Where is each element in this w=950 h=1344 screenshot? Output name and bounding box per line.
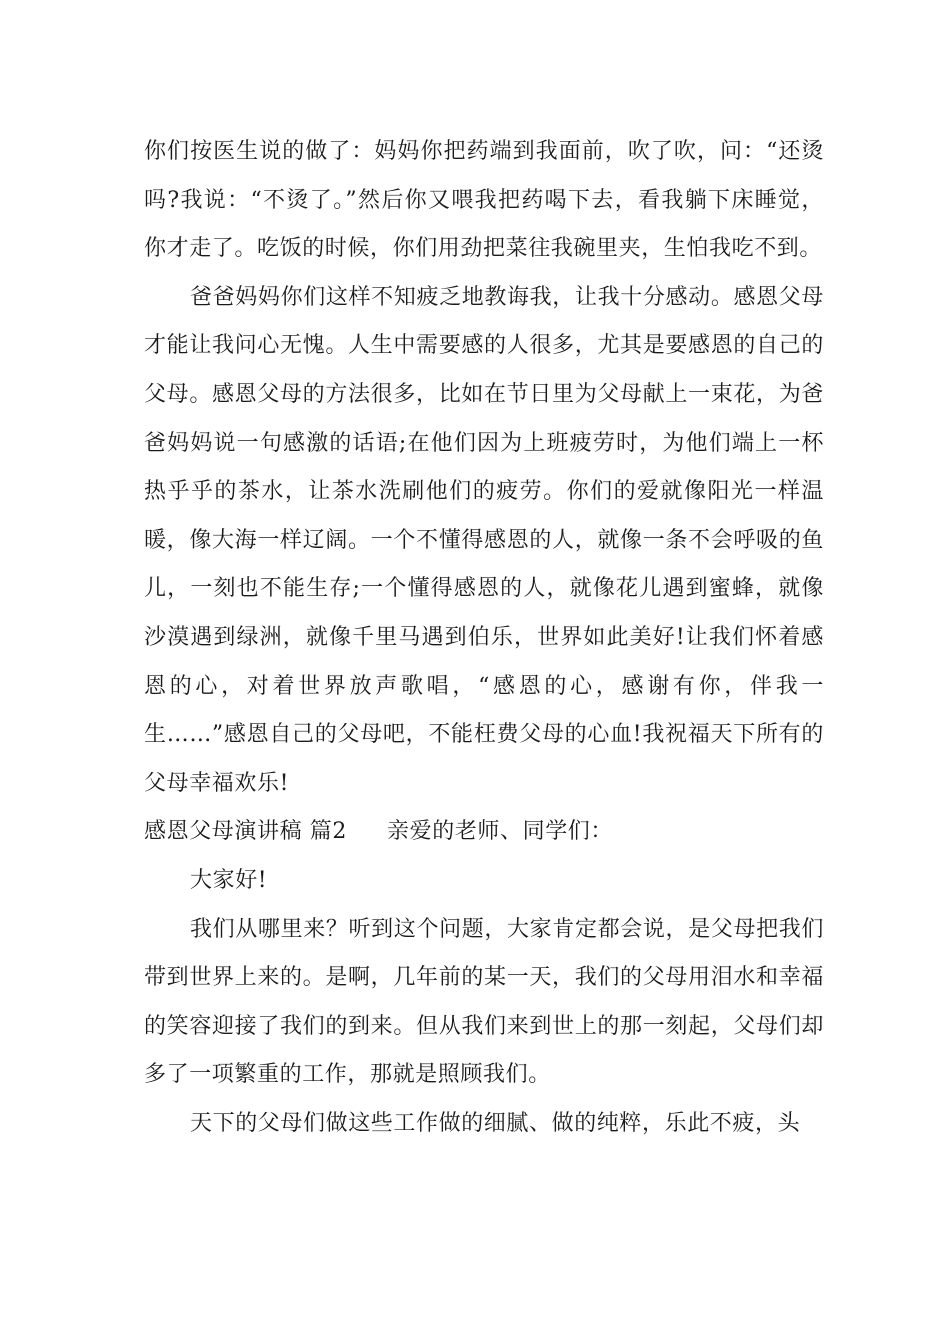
speech-greeting: 亲爱的老师、同学们： (387, 819, 614, 845)
paragraph-gratitude: 爸爸妈妈你们这样不知疲乏地教诲我，让我十分感动。感恩父母才能让我问心无愧。人生中需要感的人很多，尤其是要感恩的自己的父母。感恩父母的方法很多，比如在节日里为父母献上一束花，为爸爸妈妈说一句感激的话语;在他们因为上班疲劳时，为他们端上一杯热乎乎的茶水，让茶水洗刷他们的疲劳。你们的爱就像阳光一样温暖，像大海一样辽阔。一个不懂得感恩的人，就像一条不会呼吸的鱼儿，一刻也不能生存;一个懂得感恩的人，就像花儿遇到蜜蜂，就像沙漠遇到绿洲，就像千里马遇到伯乐，世界如此美好!让我们怀着感恩的心，对着世界放声歌唱，“感恩的心，感谢有你，伴我一生……”感恩自己的父母吧，不能枉费父母的心血!我祝福天下所有的父母幸福欢乐! (144, 284, 824, 796)
paragraph-parents-work: 天下的父母们做这些工作做的细腻、做的纯粹，乐此不疲，头 (190, 1110, 801, 1136)
speech-title: 感恩父母演讲稿 篇2 (144, 819, 347, 845)
paragraph-medicine: 你们按医生说的做了：妈妈你把药端到我面前，吹了吹，问：“还烫吗?我说：“不烫了。”然后你又喂我把药喝下去，看我躺下床睡觉，你才走了。吃饭的时候，你们用劲把菜往我碗里夹，生怕我吃不到。 (144, 139, 824, 262)
document-body (144, 128, 824, 1148)
paragraph-origin: 我们从哪里来？听到这个问题，大家肯定都会说，是父母把我们带到世界上来的。是啊，几年前的某一天，我们的父母用泪水和幸福的笑容迎接了我们的到来。但从我们来到世上的那一刻起，父母们却多了一项繁重的工作，那就是照顾我们。 (144, 916, 824, 1088)
paragraph-hello: 大家好! (190, 867, 268, 893)
speech-heading (144, 808, 824, 857)
